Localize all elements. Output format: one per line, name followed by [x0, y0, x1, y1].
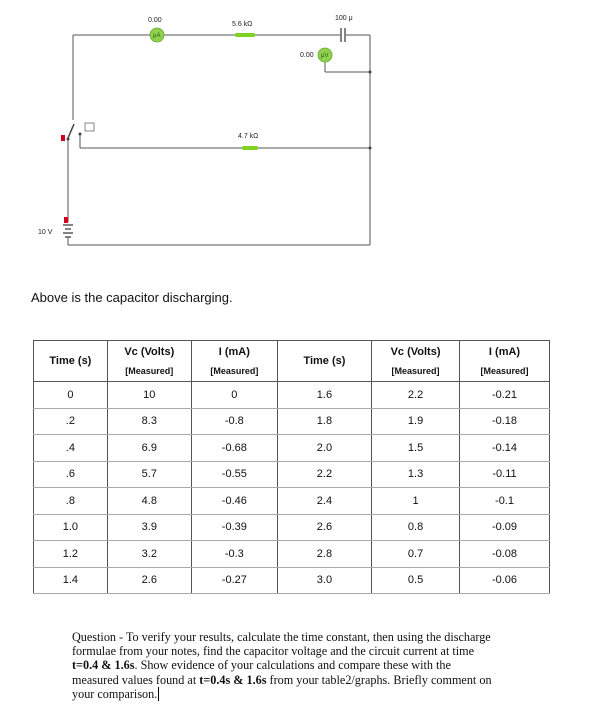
header-vc: Vc (Volts) [Measured]	[107, 341, 191, 382]
table-cell: 1.4	[34, 567, 108, 594]
table-cell: -0.46	[191, 488, 277, 515]
table-cell: 2.0	[277, 435, 371, 462]
capacitor-icon[interactable]	[334, 28, 352, 42]
battery-label: 10 V	[38, 229, 53, 236]
table-row	[34, 382, 550, 409]
table-cell: -0.3	[191, 541, 277, 568]
table-cell: 0	[34, 382, 108, 409]
table-row	[34, 541, 550, 568]
table-cell: -0.1	[460, 488, 550, 515]
table-cell: 1.9	[372, 408, 460, 435]
table-cell: 3.0	[277, 567, 371, 594]
table-row	[34, 408, 550, 435]
voltmeter-reading: 0.00	[300, 52, 314, 59]
table-cell: -0.27	[191, 567, 277, 594]
table-cell: -0.14	[460, 435, 550, 462]
resistor-mid[interactable]	[242, 146, 258, 150]
battery-icon	[63, 225, 73, 240]
table-cell: -0.8	[191, 408, 277, 435]
table-row	[34, 567, 550, 594]
table-cell: 2.2	[277, 461, 371, 488]
table-cell: 0.7	[372, 541, 460, 568]
table-cell: 3.9	[107, 514, 191, 541]
table-cell: -0.55	[191, 461, 277, 488]
voltmeter-unit: μV	[321, 53, 329, 59]
switch-contact	[79, 133, 82, 136]
table-body	[34, 382, 550, 594]
table-cell: 5.7	[107, 461, 191, 488]
table-row	[34, 461, 550, 488]
table-cell: 10	[107, 382, 191, 409]
junction-dot	[369, 71, 372, 74]
probe-marker-battery	[64, 217, 68, 223]
table-cell: 8.3	[107, 408, 191, 435]
table-cell: -0.18	[460, 408, 550, 435]
table-cell: .4	[34, 435, 108, 462]
switch-blade[interactable]	[68, 124, 74, 138]
table-cell: 0	[191, 382, 277, 409]
table-cell: 0.8	[372, 514, 460, 541]
table-cell: 2.6	[107, 567, 191, 594]
table-cell: 1.5	[372, 435, 460, 462]
table-cell: 0.5	[372, 567, 460, 594]
probe-marker-switch	[61, 135, 65, 141]
header-time: Time (s)	[34, 341, 108, 382]
table-cell: 2.2	[372, 382, 460, 409]
table-cell: 2.6	[277, 514, 371, 541]
table-cell: 4.8	[107, 488, 191, 515]
junction-dot	[369, 147, 372, 150]
measurement-table	[33, 340, 550, 594]
table-cell: -0.68	[191, 435, 277, 462]
table-cell: 1.3	[372, 461, 460, 488]
table-row	[34, 435, 550, 462]
table-cell: 2.8	[277, 541, 371, 568]
header-vc-2: Vc (Volts) [Measured]	[372, 341, 460, 382]
resistor-top-label: 5.6 kΩ	[232, 21, 253, 28]
table-cell: .8	[34, 488, 108, 515]
ammeter-reading: 0.00	[148, 17, 162, 24]
table-cell: 3.2	[107, 541, 191, 568]
table-cell: 1.0	[34, 514, 108, 541]
resistor-mid-label: 4.7 kΩ	[238, 133, 259, 140]
header-current: I (mA) [Measured]	[191, 341, 277, 382]
table-cell: -0.06	[460, 567, 550, 594]
capacitor-label: 100 μ	[335, 15, 353, 22]
text-cursor	[158, 687, 159, 701]
table-row	[34, 488, 550, 515]
table-cell: 1.8	[277, 408, 371, 435]
header-time-2: Time (s)	[277, 341, 371, 382]
table-cell: 2.4	[277, 488, 371, 515]
table-cell: 1.2	[34, 541, 108, 568]
resistor-top[interactable]	[235, 33, 255, 37]
table-cell: 1	[372, 488, 460, 515]
question-text: Question - To verify your results, calculate the time constant, then using the discharge formulae from your notes, find the capacitor voltage and the circuit current at time t=0.4 & 1.6s. Show evidence of your calculations and compare these with the measured values found at t=0.4s & 1.6s from your table2/graphs. Briefly comment on your comparison.	[72, 630, 492, 701]
circuit-diagram	[0, 0, 610, 270]
table-cell: -0.08	[460, 541, 550, 568]
table-cell: -0.39	[191, 514, 277, 541]
table-header-row	[34, 341, 550, 382]
table-cell: 1.6	[277, 382, 371, 409]
table-cell: -0.09	[460, 514, 550, 541]
circuit-wires	[68, 35, 370, 245]
table-cell: .2	[34, 408, 108, 435]
ammeter-unit: μA	[153, 33, 161, 39]
table-cell: -0.21	[460, 382, 550, 409]
header-current-2: I (mA) [Measured]	[460, 341, 550, 382]
switch-pivot	[67, 138, 70, 141]
switch-checkbox[interactable]	[85, 123, 94, 131]
table-row	[34, 514, 550, 541]
table-cell: 6.9	[107, 435, 191, 462]
table-cell: .6	[34, 461, 108, 488]
caption: Above is the capacitor discharging.	[31, 290, 233, 305]
table-cell: -0.11	[460, 461, 550, 488]
